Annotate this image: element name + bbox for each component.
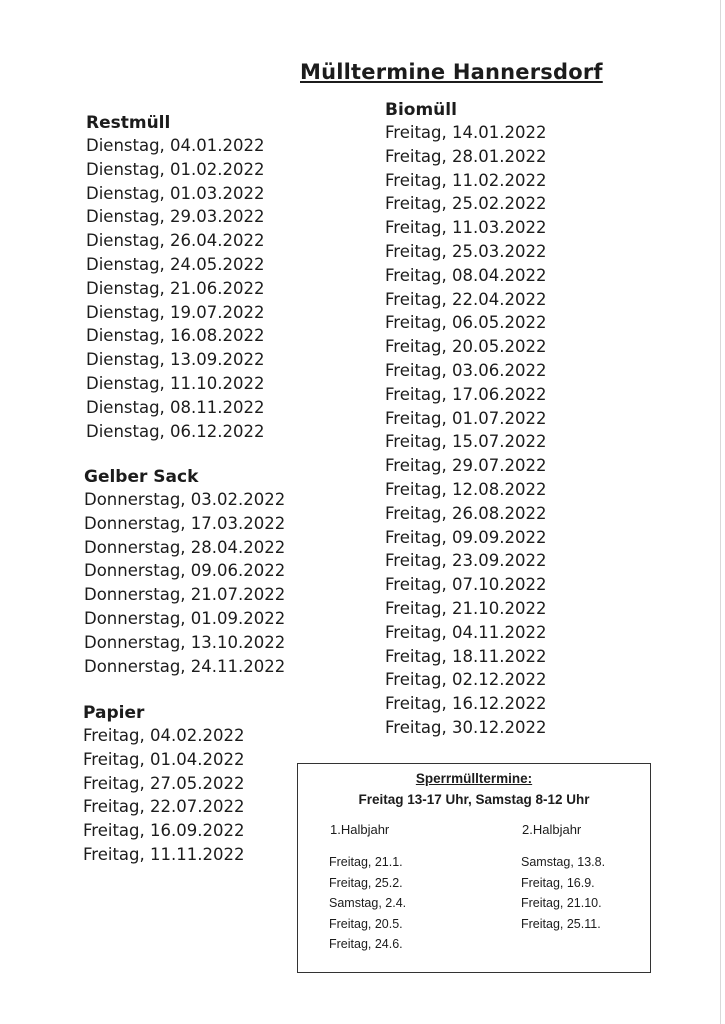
restmuell-date: Dienstag, 11.10.2022 xyxy=(86,373,265,393)
restmuell-list xyxy=(86,134,265,443)
gelber-sack-date: Donnerstag, 28.04.2022 xyxy=(84,537,286,557)
sperrmuell-times: Freitag 13-17 Uhr, Samstag 8-12 Uhr xyxy=(358,792,590,807)
restmuell-date: Dienstag, 06.12.2022 xyxy=(86,421,265,441)
papier-list xyxy=(83,724,244,867)
biomuell-date: Freitag, 01.07.2022 xyxy=(385,408,547,428)
biomuell-date: Freitag, 29.07.2022 xyxy=(385,456,547,476)
sperrmuell-box xyxy=(297,763,651,973)
restmuell-date: Dienstag, 13.09.2022 xyxy=(86,350,265,370)
half1-label: 1.Halbjahr xyxy=(330,822,390,837)
biomuell-date: Freitag, 20.05.2022 xyxy=(385,337,547,357)
half2-label: 2.Halbjahr xyxy=(522,822,582,837)
restmuell-date: Dienstag, 29.03.2022 xyxy=(86,207,265,227)
biomuell-date: Freitag, 21.10.2022 xyxy=(385,598,547,618)
biomuell-date: Freitag, 14.01.2022 xyxy=(385,123,547,142)
biomuell-date: Freitag, 18.11.2022 xyxy=(385,646,547,666)
biomuell-date: Freitag, 23.09.2022 xyxy=(385,551,547,571)
biomuell-date: Freitag, 28.01.2022 xyxy=(385,146,547,166)
half2-date: Freitag, 21.10. xyxy=(521,896,602,910)
biomuell-date: Freitag, 12.08.2022 xyxy=(385,479,547,499)
gelber-sack-date: Donnerstag, 01.09.2022 xyxy=(84,608,286,628)
gelber-sack-section xyxy=(84,466,285,678)
papier-date: Freitag, 01.04.2022 xyxy=(83,749,245,769)
gelber-sack-date: Donnerstag, 09.06.2022 xyxy=(84,561,286,581)
biomuell-date: Freitag, 16.12.2022 xyxy=(385,694,547,714)
page-edge xyxy=(720,0,721,1024)
half2-date: Freitag, 16.9. xyxy=(521,875,595,890)
restmuell-date: Dienstag, 26.04.2022 xyxy=(86,231,265,251)
biomuell-date: Freitag, 04.11.2022 xyxy=(385,622,547,642)
half1-date: Freitag, 25.2. xyxy=(329,875,403,890)
biomuell-date: Freitag, 08.04.2022 xyxy=(385,265,547,285)
papier-date: Freitag, 04.02.2022 xyxy=(83,726,245,745)
biomuell-date: Freitag, 17.06.2022 xyxy=(385,384,547,404)
papier-date: Freitag, 22.07.2022 xyxy=(83,797,245,817)
biomuell-date: Freitag, 11.02.2022 xyxy=(385,170,547,190)
biomuell-heading: Biomüll xyxy=(385,100,457,120)
restmuell-section xyxy=(86,112,265,443)
restmuell-date: Dienstag, 24.05.2022 xyxy=(86,254,265,274)
restmuell-date: Dienstag, 21.06.2022 xyxy=(86,278,265,298)
gelber-sack-date: Donnerstag, 21.07.2022 xyxy=(84,585,286,605)
page-title: Mülltermine Hannersdorf xyxy=(300,60,603,84)
papier-date: Freitag, 27.05.2022 xyxy=(83,773,245,793)
biomuell-date: Freitag, 03.06.2022 xyxy=(385,360,547,380)
papier-heading: Papier xyxy=(83,703,145,723)
gelber-sack-heading: Gelber Sack xyxy=(84,467,199,487)
restmuell-date: Dienstag, 04.01.2022 xyxy=(86,136,265,155)
half2-date: Samstag, 13.8. xyxy=(521,855,606,869)
restmuell-date: Dienstag, 08.11.2022 xyxy=(86,397,265,417)
restmuell-heading: Restmüll xyxy=(86,113,171,133)
biomuell-list xyxy=(385,121,546,740)
gelber-sack-date: Donnerstag, 03.02.2022 xyxy=(84,490,286,509)
papier-date: Freitag, 16.09.2022 xyxy=(83,821,245,841)
half1-date: Samstag, 2.4. xyxy=(329,896,407,910)
half1-date: Freitag, 21.1. xyxy=(329,855,403,869)
half1-date: Freitag, 20.5. xyxy=(329,916,403,931)
biomuell-date: Freitag, 09.09.2022 xyxy=(385,527,547,547)
biomuell-date: Freitag, 26.08.2022 xyxy=(385,503,547,523)
biomuell-date: Freitag, 25.02.2022 xyxy=(385,194,547,214)
restmuell-date: Dienstag, 19.07.2022 xyxy=(86,302,265,322)
biomuell-section xyxy=(385,99,546,740)
biomuell-date: Freitag, 15.07.2022 xyxy=(385,432,547,452)
restmuell-date: Dienstag, 16.08.2022 xyxy=(86,326,265,346)
gelber-sack-date: Donnerstag, 24.11.2022 xyxy=(84,656,286,676)
half2-list xyxy=(521,852,605,934)
half1-date: Freitag, 24.6. xyxy=(329,937,403,951)
gelber-sack-list xyxy=(84,488,285,678)
papier-date: Freitag, 11.11.2022 xyxy=(83,844,245,864)
restmuell-date: Dienstag, 01.03.2022 xyxy=(86,183,265,203)
biomuell-date: Freitag, 02.12.2022 xyxy=(385,670,547,690)
sperrmuell-heading: Sperrmülltermine: xyxy=(415,771,533,786)
biomuell-date: Freitag, 06.05.2022 xyxy=(385,313,547,333)
papier-section xyxy=(83,702,244,867)
biomuell-date: Freitag, 25.03.2022 xyxy=(385,241,547,261)
biomuell-date: Freitag, 22.04.2022 xyxy=(385,289,547,309)
restmuell-date: Dienstag, 01.02.2022 xyxy=(86,159,265,179)
half1-list xyxy=(329,852,406,955)
gelber-sack-date: Donnerstag, 13.10.2022 xyxy=(84,632,286,652)
half2-date: Freitag, 25.11. xyxy=(521,916,601,931)
biomuell-date: Freitag, 07.10.2022 xyxy=(385,575,547,595)
biomuell-date: Freitag, 11.03.2022 xyxy=(385,218,547,238)
gelber-sack-date: Donnerstag, 17.03.2022 xyxy=(84,513,286,533)
biomuell-date: Freitag, 30.12.2022 xyxy=(385,717,547,737)
